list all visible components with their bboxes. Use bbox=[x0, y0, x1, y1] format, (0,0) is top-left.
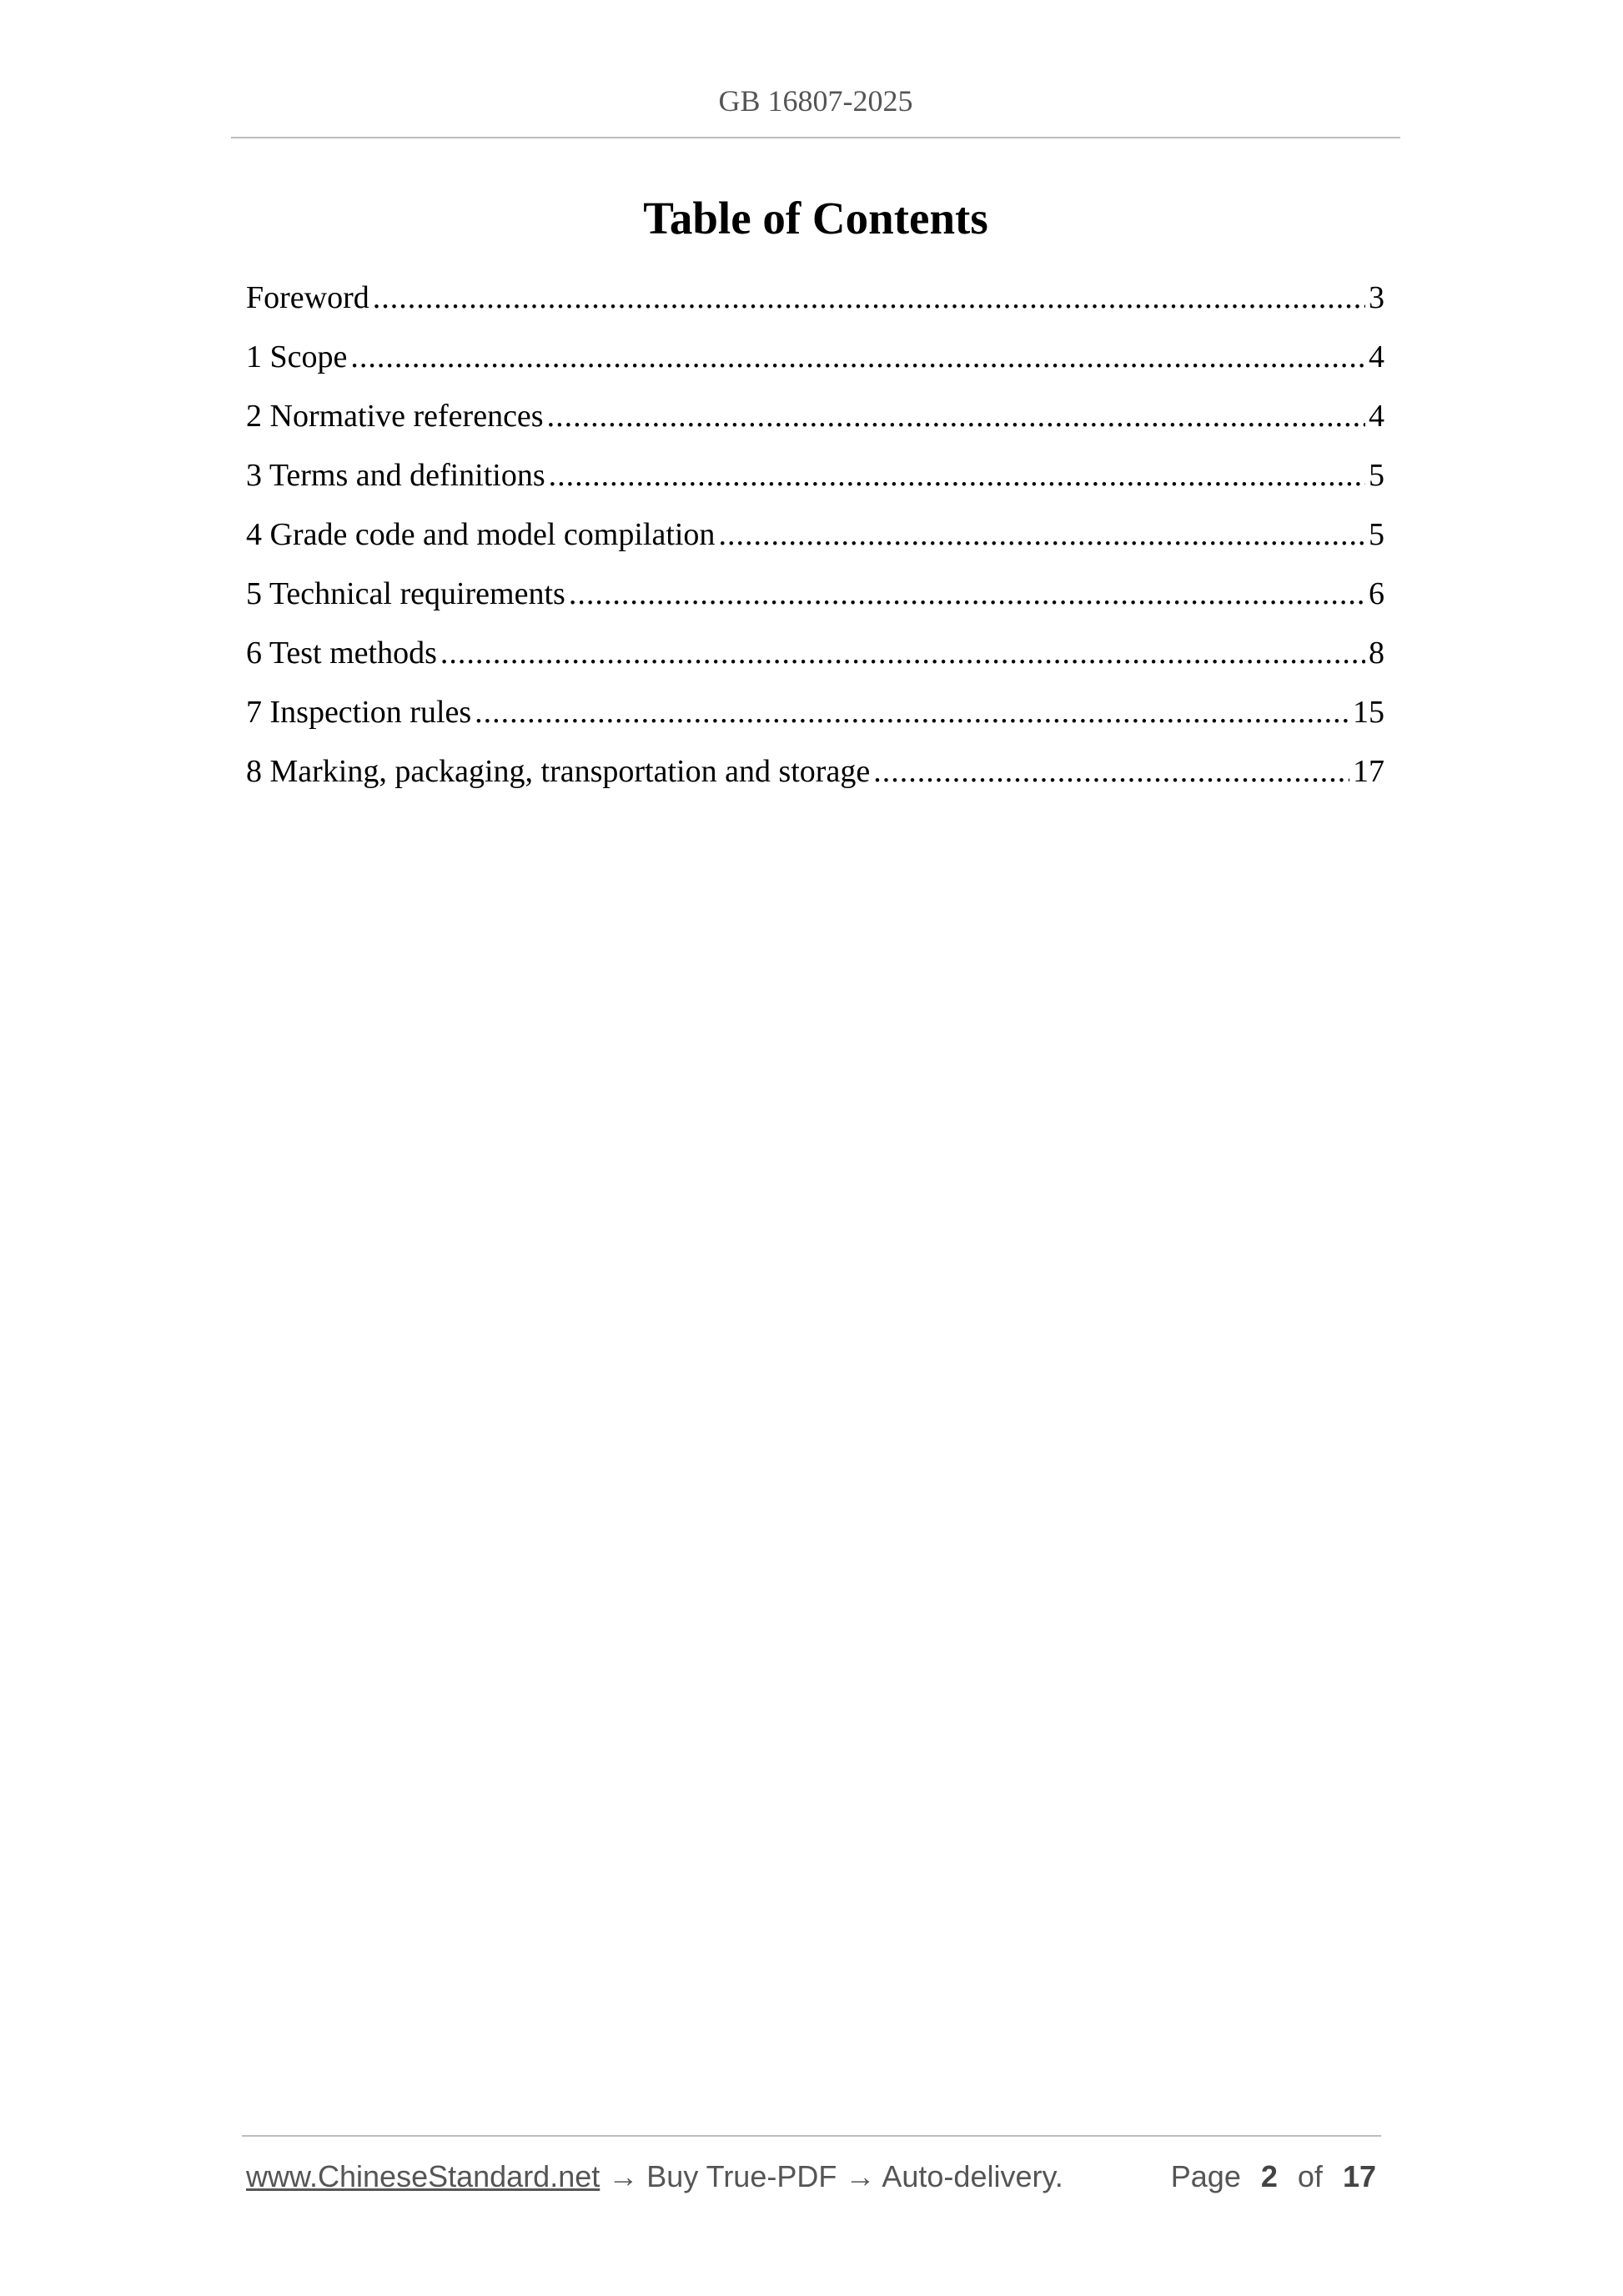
toc-dot-leader bbox=[350, 328, 1365, 387]
toc-dot-leader bbox=[440, 624, 1365, 683]
toc-entry-technical-requirements[interactable] bbox=[246, 565, 1384, 624]
toc-entry-label: 2 Normative references bbox=[246, 399, 544, 434]
buy-text: Buy True-PDF bbox=[646, 2159, 837, 2193]
toc-entry-label: 7 Inspection rules bbox=[246, 695, 472, 730]
toc-entry-label: 1 Scope bbox=[246, 339, 348, 374]
toc-entry-scope[interactable] bbox=[246, 328, 1384, 387]
footer-promo bbox=[246, 2152, 1063, 2202]
toc-dot-leader bbox=[549, 446, 1365, 505]
toc-entry-page: 8 bbox=[1369, 636, 1384, 671]
toc-entry-page: 6 bbox=[1369, 576, 1384, 611]
toc-dot-leader bbox=[475, 683, 1349, 742]
delivery-text: Auto-delivery. bbox=[882, 2159, 1063, 2193]
toc-entry-label: 5 Technical requirements bbox=[246, 576, 565, 611]
right-arrow-icon: → bbox=[608, 2159, 647, 2193]
running-header: GB 16807-2025 bbox=[718, 84, 913, 118]
toc-entry-terms-and-definitions[interactable] bbox=[246, 446, 1384, 505]
toc-entry-page: 4 bbox=[1369, 399, 1384, 434]
toc-dot-leader bbox=[547, 387, 1365, 446]
toc-entry-marking-packaging[interactable] bbox=[246, 742, 1384, 801]
toc-entry-page: 5 bbox=[1369, 458, 1384, 493]
toc-entry-label: 4 Grade code and model compilation bbox=[246, 517, 716, 552]
toc-entry-page: 15 bbox=[1353, 695, 1384, 730]
toc-entry-inspection-rules[interactable] bbox=[246, 683, 1384, 742]
toc-dot-leader bbox=[569, 565, 1365, 624]
toc-entry-page: 3 bbox=[1369, 280, 1384, 315]
toc-entry-label: 6 Test methods bbox=[246, 636, 437, 671]
toc-entry-test-methods[interactable] bbox=[246, 624, 1384, 683]
website-link[interactable]: www.ChineseStandard.net bbox=[246, 2159, 600, 2193]
toc-entry-grade-code[interactable] bbox=[246, 505, 1384, 565]
toc-title: Table of Contents bbox=[643, 193, 988, 244]
toc-entry-label: Foreword bbox=[246, 280, 369, 315]
toc-entry-page: 17 bbox=[1353, 754, 1384, 789]
current-page-number: 2 bbox=[1260, 2159, 1278, 2193]
toc-dot-leader bbox=[373, 269, 1365, 328]
toc-entry-normative-references[interactable] bbox=[246, 387, 1384, 446]
toc-dot-leader bbox=[718, 505, 1365, 565]
toc-entry-page: 4 bbox=[1369, 339, 1384, 374]
right-arrow-icon: → bbox=[845, 2159, 882, 2193]
toc-entry-label: 3 Terms and definitions bbox=[246, 458, 545, 493]
toc-entry-label: 8 Marking, packaging, transportation and storage bbox=[246, 754, 871, 789]
of-word: of bbox=[1297, 2159, 1323, 2193]
page-word: Page bbox=[1170, 2159, 1241, 2193]
toc-entry-page: 5 bbox=[1369, 517, 1384, 552]
total-pages-number: 17 bbox=[1342, 2159, 1376, 2193]
header-divider bbox=[231, 137, 1400, 138]
toc-list bbox=[246, 269, 1384, 801]
toc-entry-foreword[interactable] bbox=[246, 269, 1384, 328]
toc-dot-leader bbox=[873, 742, 1349, 801]
page-indicator bbox=[1171, 2152, 1376, 2202]
page-footer bbox=[246, 2152, 1376, 2202]
footer-divider bbox=[242, 2135, 1381, 2137]
